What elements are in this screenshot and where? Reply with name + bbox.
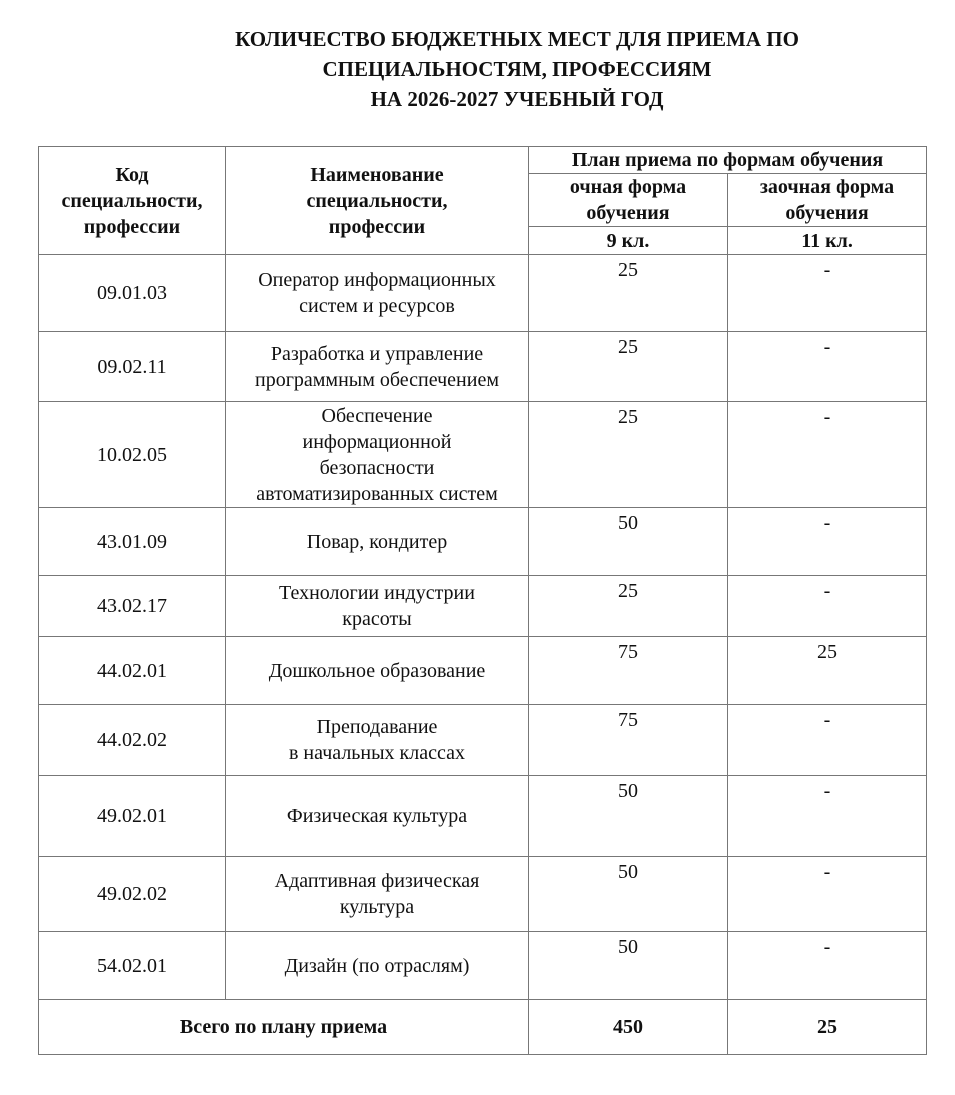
cell-name [226, 637, 529, 705]
cell-name-line: Технологии индустрии [279, 582, 475, 604]
table-row [39, 402, 927, 508]
table-header [39, 147, 927, 255]
cell-code: 43.02.17 [39, 576, 226, 637]
header-full-time-grade: 9 кл. [529, 227, 728, 255]
cell-name-line: безопасности [319, 456, 435, 479]
cell-name-line: Повар, кондитер [306, 530, 448, 553]
cell-code: 49.02.02 [39, 857, 226, 932]
cell-full-time: 50 [529, 776, 728, 857]
cell-name [226, 402, 529, 508]
cell-code: 54.02.01 [39, 932, 226, 1000]
table-row [39, 932, 927, 1000]
cell-full-time: 25 [529, 576, 728, 637]
total-label: Всего по плану приема [39, 1000, 529, 1055]
cell-full-time: 50 [529, 508, 728, 576]
cell-full-time: 25 [529, 402, 728, 508]
admission-plan-table [38, 146, 927, 1055]
total-row [39, 1000, 927, 1055]
table-body [39, 255, 927, 1055]
cell-code: 43.01.09 [39, 508, 226, 576]
header-full-time-line: обучения [586, 202, 670, 224]
cell-name [226, 932, 529, 1000]
cell-name-line: Разработка и управление [270, 342, 484, 365]
cell-part-time: - [728, 776, 927, 857]
cell-name-line: Обеспечение [321, 404, 433, 427]
cell-name-line: красоты [342, 608, 412, 630]
header-name [226, 147, 529, 255]
total-part-time: 25 [728, 1000, 927, 1055]
header-name-line: профессии [328, 215, 426, 238]
header-part-time-grade: 11 кл. [728, 227, 927, 255]
cell-part-time: - [728, 508, 927, 576]
cell-part-time: - [728, 576, 927, 637]
header-name-line: специальности, [306, 189, 448, 212]
cell-name-line: культура [339, 896, 415, 918]
cell-part-time: 25 [728, 637, 927, 705]
cell-code: 49.02.01 [39, 776, 226, 857]
header-full-time [529, 174, 728, 227]
header-code-line: Код [115, 163, 149, 186]
cell-full-time: 75 [529, 705, 728, 776]
cell-name-line: систем и ресурсов [299, 295, 455, 317]
cell-code: 44.02.01 [39, 637, 226, 705]
table-row [39, 508, 927, 576]
header-code-line: специальности, [61, 189, 203, 212]
cell-full-time: 25 [529, 332, 728, 402]
table-row [39, 576, 927, 637]
cell-full-time: 25 [529, 255, 728, 332]
cell-name [226, 705, 529, 776]
cell-name-line: Дизайн (по отраслям) [284, 954, 470, 977]
header-code-line: профессии [83, 215, 181, 238]
cell-part-time: - [728, 402, 927, 508]
cell-name-line: Адаптивная физическая [274, 870, 480, 892]
cell-name-line: Дошкольное образование [268, 659, 486, 682]
table-row [39, 857, 927, 932]
table-row [39, 255, 927, 332]
cell-name-line: автоматизированных систем [256, 482, 498, 505]
cell-code: 10.02.05 [39, 402, 226, 508]
cell-name-line: Оператор информационных [258, 269, 496, 291]
cell-part-time: - [728, 705, 927, 776]
title-line-1: КОЛИЧЕСТВО БЮДЖЕТНЫХ МЕСТ ДЛЯ ПРИЕМА ПО [235, 27, 799, 51]
cell-name-line: в начальных классах [288, 742, 466, 764]
cell-name [226, 332, 529, 402]
header-plan: План приема по формам обучения [529, 147, 927, 174]
cell-part-time: - [728, 255, 927, 332]
header-part-time [728, 174, 927, 227]
table-row [39, 637, 927, 705]
cell-part-time: - [728, 332, 927, 402]
cell-full-time: 75 [529, 637, 728, 705]
cell-part-time: - [728, 857, 927, 932]
cell-name [226, 857, 529, 932]
header-part-time-line: заочная форма [759, 176, 895, 198]
header-full-time-line: очная форма [569, 176, 687, 198]
cell-name [226, 576, 529, 637]
cell-code: 09.02.11 [39, 332, 226, 402]
document-title [0, 24, 955, 114]
cell-name-line: программным обеспечением [254, 368, 499, 391]
cell-full-time: 50 [529, 857, 728, 932]
header-part-time-line: обучения [785, 202, 869, 224]
total-full-time: 450 [529, 1000, 728, 1055]
header-name-line: Наименование [310, 163, 444, 186]
title-line-3: НА 2026-2027 УЧЕБНЫЙ ГОД [370, 87, 664, 111]
cell-name-line: Физическая культура [286, 805, 468, 827]
cell-name [226, 776, 529, 857]
cell-name [226, 255, 529, 332]
cell-part-time: - [728, 932, 927, 1000]
table-row [39, 776, 927, 857]
cell-name [226, 508, 529, 576]
header-code [39, 147, 226, 255]
cell-name-line: информационной [302, 430, 452, 453]
cell-name-line: Преподавание [316, 716, 438, 738]
cell-full-time: 50 [529, 932, 728, 1000]
table-row [39, 705, 927, 776]
cell-code: 09.01.03 [39, 255, 226, 332]
table-row [39, 332, 927, 402]
cell-code: 44.02.02 [39, 705, 226, 776]
title-line-2: СПЕЦИАЛЬНОСТЯМ, ПРОФЕССИЯМ [322, 57, 712, 81]
